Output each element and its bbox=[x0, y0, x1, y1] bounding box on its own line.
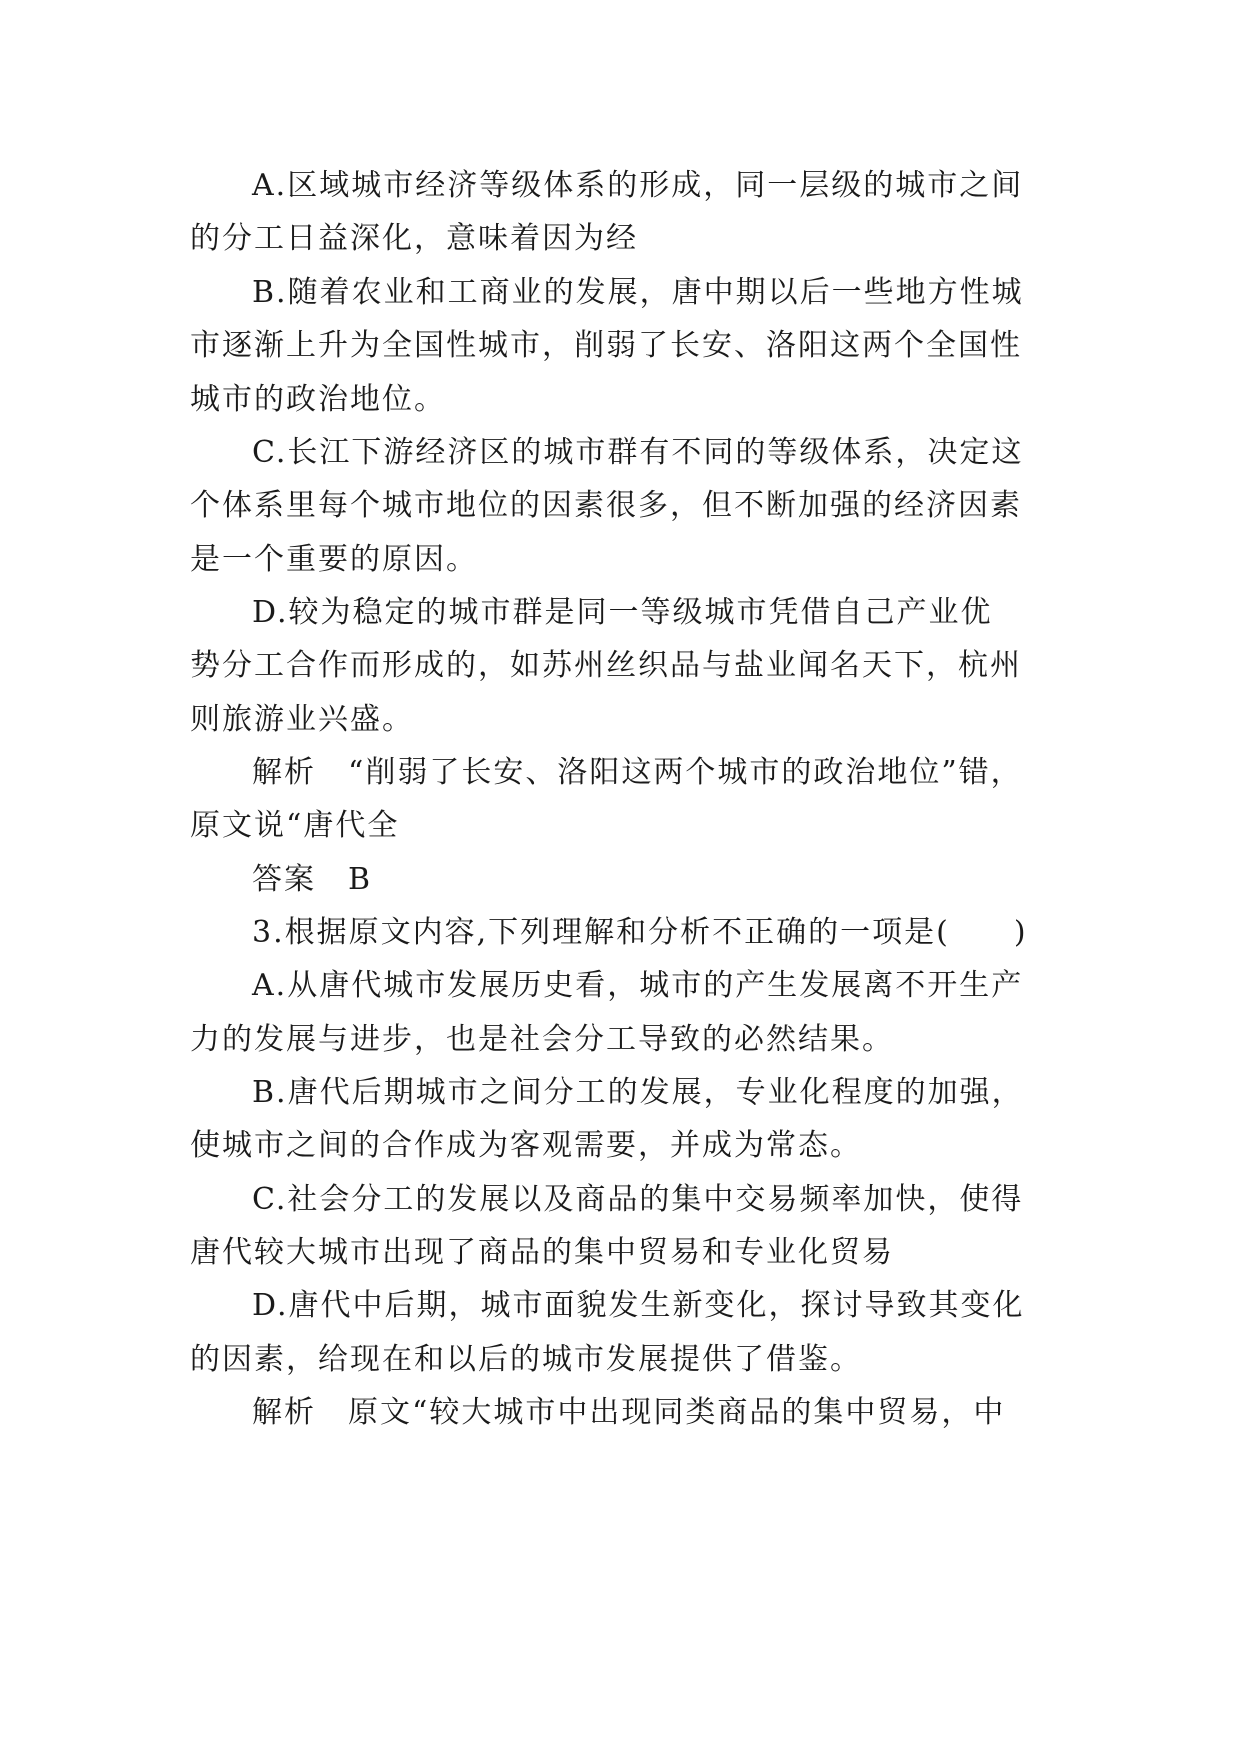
q3-option-a-text-continued: 力的发展与进步，也是社会分工导致的必然结果。 bbox=[190, 1022, 894, 1057]
option-a-text-continued: 的分工日益深化，意味着因为经 bbox=[190, 221, 638, 256]
q3-option-c-text: C.社会分工的发展以及商品的集中交易频率加快，使得 bbox=[252, 1182, 1024, 1217]
q3-option-d-text: D.唐代中后期，城市面貌发生新变化，探讨导致其变化 bbox=[252, 1288, 1025, 1323]
option-d-text-continued: 则旅游业兴盛。 bbox=[190, 702, 414, 737]
analysis-text-continued: 原文说“唐代全 bbox=[190, 808, 400, 843]
q3-analysis-text: 解析 原文“较大城市中出现同类商品的集中贸易，中 bbox=[252, 1395, 1006, 1430]
option-b-text-continued: 城市的政治地位。 bbox=[190, 382, 446, 417]
option-c-text: C.长江下游经济区的城市群有不同的等级体系，决定这 bbox=[252, 435, 1024, 470]
q3-option-d-text-continued: 的因素，给现在和以后的城市发展提供了借鉴。 bbox=[190, 1342, 862, 1377]
question-3-stem: 3.根据原文内容,下列理解和分析不正确的一项是( ) bbox=[252, 915, 1028, 950]
q3-option-a-text: A.从唐代城市发展历史看，城市的产生发展离不开生产 bbox=[252, 968, 1024, 1003]
analysis-text: 解析 “削弱了长安、洛阳这两个城市的政治地位”错， bbox=[252, 755, 1023, 790]
option-a-text: A.区域城市经济等级体系的形成，同一层级的城市之间 bbox=[252, 168, 1024, 203]
answer-text: 答案 B bbox=[252, 862, 373, 897]
option-b-text: B.随着农业和工商业的发展，唐中期以后一些地方性城 bbox=[252, 275, 1024, 310]
q3-option-b-text-continued: 使城市之间的合作成为客观需要，并成为常态。 bbox=[190, 1128, 862, 1163]
option-c-text-continued: 是一个重要的原因。 bbox=[190, 542, 478, 577]
option-d-text: D.较为稳定的城市群是同一等级城市凭借自己产业优 bbox=[252, 595, 993, 630]
q3-option-b-text: B.唐代后期城市之间分工的发展，专业化程度的加强， bbox=[252, 1075, 1024, 1110]
option-b-text-continued: 市逐渐上升为全国性城市，削弱了长安、洛阳这两个全国性 bbox=[190, 328, 1022, 363]
q3-option-c-text-continued: 唐代较大城市出现了商品的集中贸易和专业化贸易 bbox=[190, 1235, 894, 1270]
option-c-text-continued: 个体系里每个城市地位的因素很多，但不断加强的经济因素 bbox=[190, 488, 1022, 523]
option-d-text-continued: 势分工合作而形成的，如苏州丝织品与盐业闻名天下，杭州 bbox=[190, 648, 1022, 683]
